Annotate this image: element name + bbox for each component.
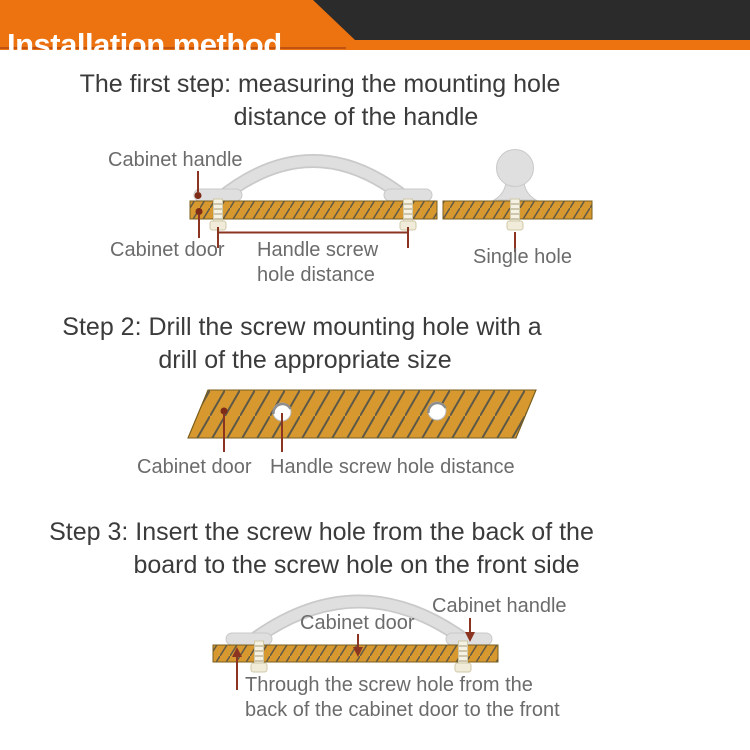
step1-heading-line1: The first step: measuring the mounting hole — [79, 70, 561, 98]
step3-cabinet-door-label: Cabinet door — [300, 612, 415, 634]
step1-cabinet-handle-label: Cabinet handle — [108, 149, 243, 171]
step2-heading — [52, 311, 552, 377]
step1-screw-distance-label-line2: hole distance — [257, 264, 375, 286]
step2-screw-distance-label: Handle screw hole distance — [270, 456, 515, 478]
step1-single-hole-label: Single hole — [473, 246, 572, 268]
step3-through-label-line1: Through the screw hole from the — [245, 674, 533, 696]
step3-heading-line1: Step 3: Insert the screw hole from the back of the — [49, 518, 594, 546]
step1-knob — [494, 150, 536, 201]
step2-cabinet-door-label: Cabinet door — [137, 456, 252, 478]
step2-heading-line1: Step 2: Drill the screw mounting hole with a — [62, 313, 542, 341]
step2-drilled-holes — [273, 402, 446, 421]
page-title: Installation method — [7, 26, 282, 62]
step3-heading — [48, 516, 595, 582]
step1-heading-line2: distance of the handle — [233, 103, 479, 131]
step2-cabinet-door-board — [188, 390, 536, 438]
step3-heading-line2: board to the screw hole on the front side — [133, 551, 580, 579]
step1-cabinet-door-board — [190, 201, 592, 219]
step2-leader-lines — [221, 408, 283, 453]
header-dark-wedge — [313, 0, 750, 40]
step3-through-label-line2: back of the cabinet door to the front — [245, 699, 560, 721]
step1-screws — [210, 199, 523, 230]
step3-cabinet-door-board — [213, 645, 498, 662]
step3-screws — [251, 641, 471, 672]
step2-heading-line2: drill of the appropriate size — [158, 346, 452, 374]
step1-screw-distance-label-line1: Handle screw — [257, 239, 379, 261]
step1-heading — [50, 68, 590, 134]
header-banner — [0, 0, 750, 62]
step1-cabinet-door-label: Cabinet door — [110, 239, 225, 261]
step3-cabinet-handle-label: Cabinet handle — [432, 595, 567, 617]
